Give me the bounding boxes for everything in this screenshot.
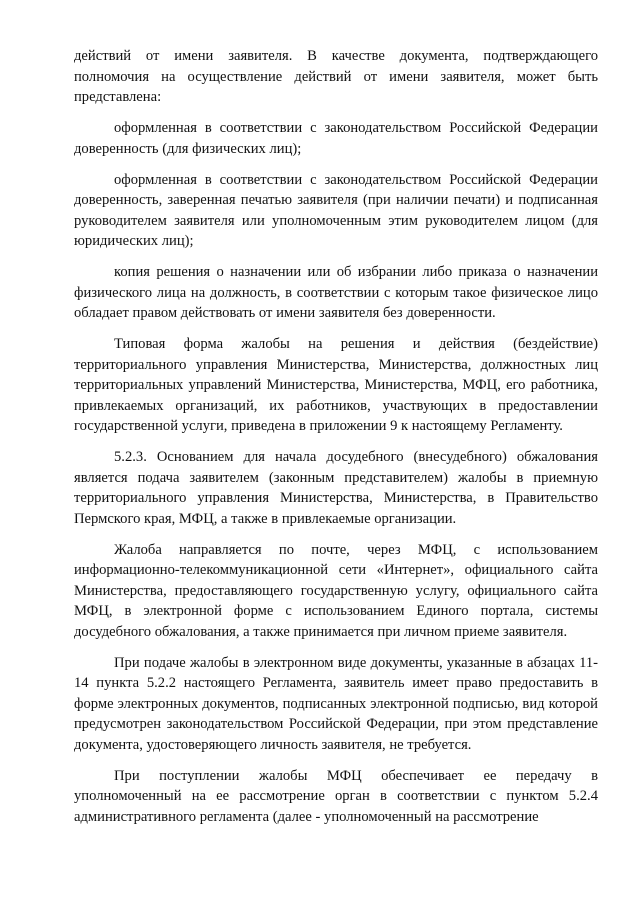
document-page (74, 46, 598, 838)
paragraph-electronic-submission: При подаче жалобы в электронном виде документы, указанные в абзацах 11-14 пункта 5.2.2 настоящего Регламента, заявитель имеет право предоставить в форме электронных документов, подписанных электронной подписью, вид которой предусмотрен законодательством Российской Федерации, при этом представление документа, удостоверяющего личность заявителя, не требуется. (74, 654, 598, 753)
paragraph-complaint-submission-channels: Жалоба направляется по почте, через МФЦ, с использованием информационно-телекоммуникационной сети «Интернет», официального сайта Министерства, предоставляющего государственную услугу, официального сайта МФЦ, в электронной форме с использованием Единого портала, системы досудебного обжалования, а также принимается при личном приеме заявителя. (74, 541, 598, 640)
paragraph-standard-complaint-form: Типовая форма жалобы на решения и действия (бездействие) территориального управления Министерства, Министерства, должностных лиц территориальных управлений Министерства, Министерства, МФЦ, его работника, привлекаемых организаций, их работников, участвующих в предоставлении государственной услуги, приведена в приложении 9 к настоящему Регламенту. (74, 336, 598, 434)
paragraph-power-of-attorney-legal-entities: оформленная в соответствии с законодательством Российской Федерации доверенность, заверенная печатью заявителя (при наличии печати) и подписанная руководителем заявителя или уполномоченным этим руководителем лицом (для юридических лиц); (74, 171, 598, 249)
paragraph-mfc-forwarding: При поступлении жалобы МФЦ обеспечивает ее передачу в уполномоченный на ее рассмотрение орган в соответствии с пунктом 5.2.4 административного регламента (далее - уполномоченный на рассмотрение (74, 767, 598, 825)
paragraph-continuation: действий от имени заявителя. В качестве документа, подтверждающего полномочия на осуществление действий от имени заявителя, может быть представлена: (74, 48, 598, 105)
paragraph-power-of-attorney-individuals: оформленная в соответствии с законодательством Российской Федерации доверенность (для физических лиц); (74, 120, 598, 157)
paragraph-appointment-decision-copy: копия решения о назначении или об избрании либо приказа о назначении физического лица на должность, в соответствии с которым такое физическое лицо обладает правом действовать от имени заявителя без доверенности. (74, 264, 598, 321)
paragraph-section-5-2-3: 5.2.3. Основанием для начала досудебного (внесудебного) обжалования является подача заявителем (законным представителем) жалобы в приемную территориального управления Министерства, Министерства, в Правительство Пермского края, МФЦ, а также в привлекаемые организации. (74, 449, 598, 527)
